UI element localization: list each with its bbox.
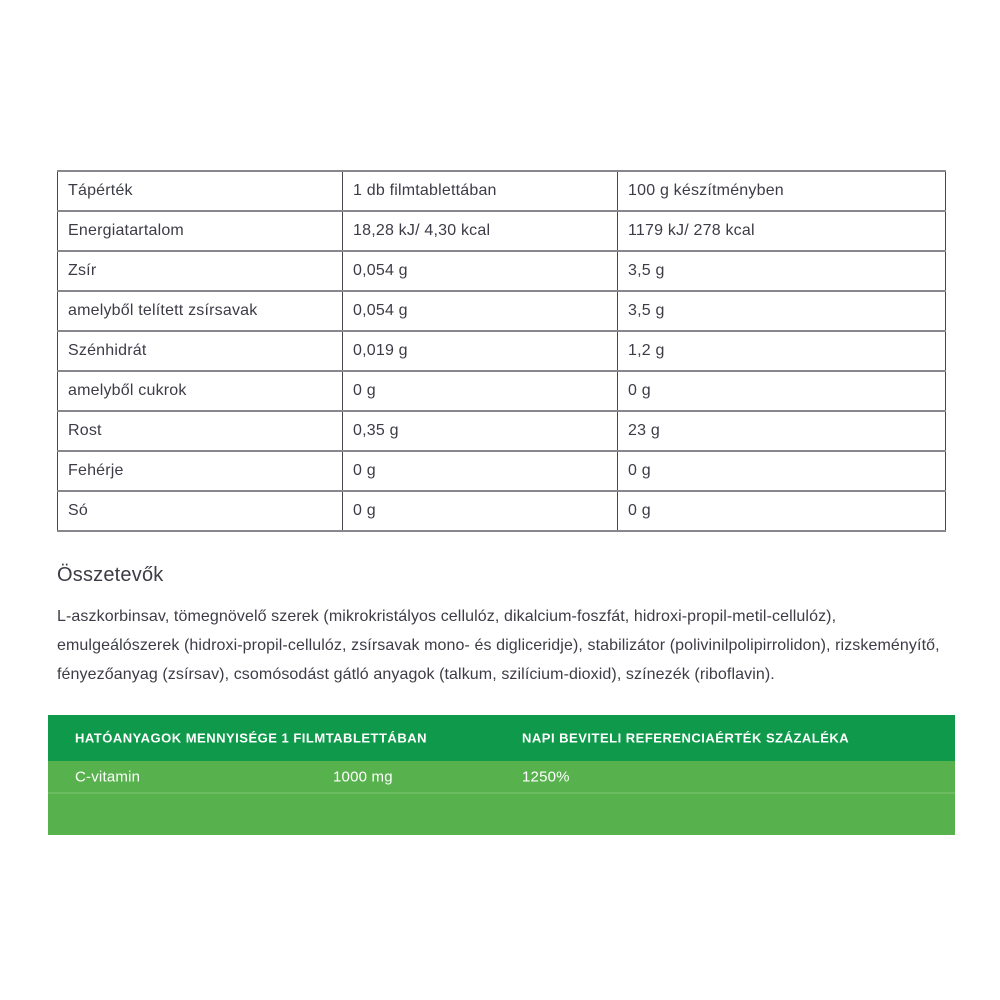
cell-per-tablet: 0,019 g [343,331,618,371]
ingredient-nrv: 1250% [522,768,570,785]
cell-nutrient: amelyből cukrok [58,371,343,411]
cell-nutrient: Só [58,491,343,531]
nutrition-table [57,170,946,532]
cell-per-100g: 0 g [618,491,946,531]
cell-nutrient: Fehérje [58,451,343,491]
active-ingredient-row [48,761,955,792]
cell-per-100g: 1,2 g [618,331,946,371]
cell-nutrient: Szénhidrát [58,331,343,371]
table-row [58,491,946,531]
table-row [58,331,946,371]
cell-per-tablet: 0,054 g [343,291,618,331]
header-per-100g: 100 g készítményben [618,171,946,211]
cell-per-tablet: 0 g [343,371,618,411]
table-row [58,251,946,291]
cell-per-100g: 23 g [618,411,946,451]
cell-nutrient: Energiatartalom [58,211,343,251]
table-row [58,371,946,411]
cell-per-100g: 1179 kJ/ 278 kcal [618,211,946,251]
banner-empty-area [48,794,955,835]
header-active-amount: HATÓANYAGOK MENNYISÉGE 1 FILMTABLETTÁBAN [75,730,427,746]
table-row [58,411,946,451]
table-row [58,291,946,331]
cell-per-100g: 0 g [618,371,946,411]
header-per-tablet: 1 db filmtablettában [343,171,618,211]
cell-per-100g: 3,5 g [618,251,946,291]
active-ingredients-banner [48,715,955,835]
table-row [58,451,946,491]
cell-per-100g: 3,5 g [618,291,946,331]
ingredients-heading: Összetevők [57,564,164,586]
active-ingredients-header-bar [48,715,955,761]
table-row [58,211,946,251]
ingredients-paragraph: L-aszkorbinsav, tömegnövelő szerek (mikrokristályos cellulóz, dikalcium-foszfát, hidroxi-propil-metil-cellulóz), emulgeálószerek (hidroxi-propil-cellulóz, zsírsavak mono- és digliceridje), stabilizátor (polivinilpolipirrolidon), rizskeményítő, fényezőanyag (zsírsav), csomósodást gátló anyagok (talkum, szilícium-dioxid), színezék (riboflavin). [57,608,940,683]
cell-per-tablet: 0 g [343,491,618,531]
cell-nutrient: Rost [58,411,343,451]
cell-per-100g: 0 g [618,451,946,491]
cell-nutrient: amelyből telített zsírsavak [58,291,343,331]
cell-per-tablet: 0,054 g [343,251,618,291]
cell-per-tablet: 0,35 g [343,411,618,451]
header-nutrient: Tápérték [58,171,343,211]
ingredient-name: C-vitamin [75,768,141,785]
cell-nutrient: Zsír [58,251,343,291]
ingredient-amount: 1000 mg [333,768,393,785]
header-daily-reference: NAPI BEVITELI REFERENCIAÉRTÉK SZÁZALÉKA [522,730,850,746]
table-header-row [58,171,946,211]
cell-per-tablet: 0 g [343,451,618,491]
cell-per-tablet: 18,28 kJ/ 4,30 kcal [343,211,618,251]
